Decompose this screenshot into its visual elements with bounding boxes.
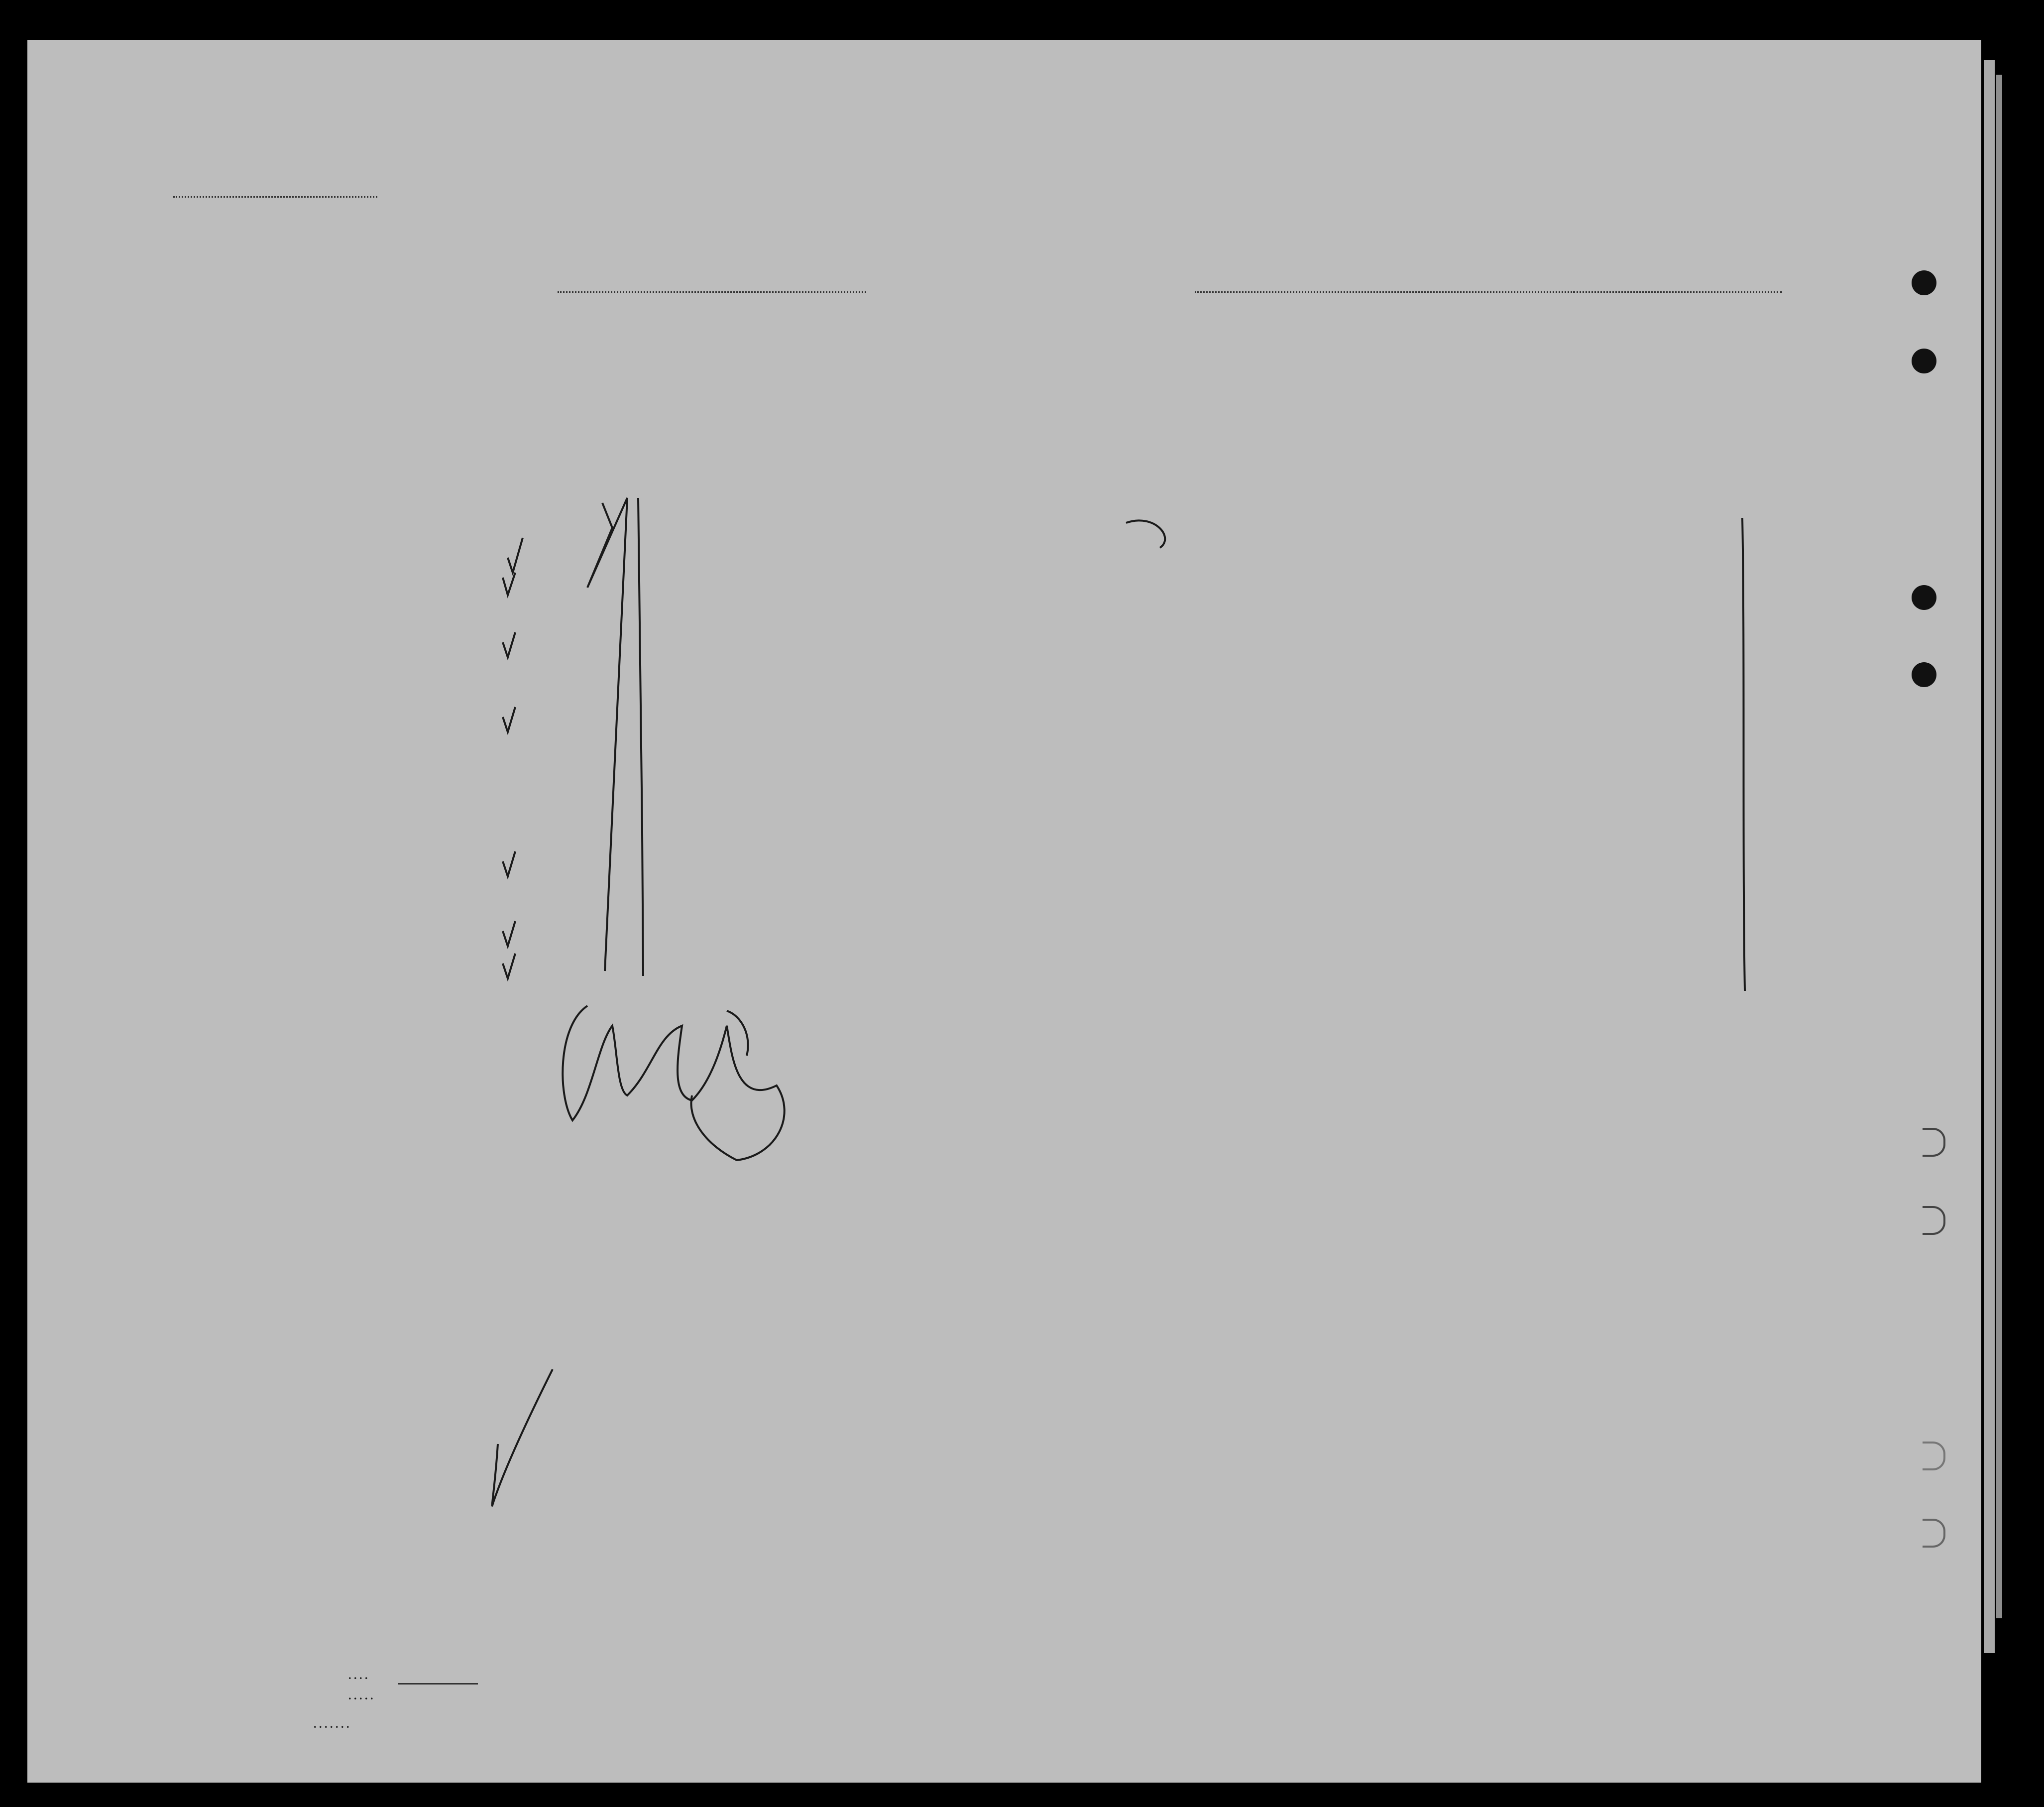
signature-stroke	[563, 1006, 784, 1160]
footer-dots: . . . .	[348, 1669, 368, 1682]
tick-mark	[503, 632, 515, 657]
tick-mark	[503, 851, 515, 876]
tick-mark	[503, 921, 515, 946]
footer-dots: . . . . .	[348, 1689, 373, 1702]
signature	[563, 1006, 784, 1160]
tick-mark	[503, 573, 515, 595]
check-mark	[492, 1369, 553, 1506]
tick-mark	[503, 954, 515, 978]
residence-ditto-stroke	[1742, 518, 1745, 991]
footer-dots: . . . . . . .	[314, 1718, 349, 1730]
birth-mark	[1126, 520, 1165, 548]
tick-mark	[508, 538, 523, 573]
sex-column-stroke	[587, 498, 627, 971]
tick-mark	[503, 707, 515, 732]
footer-sum-line	[398, 1683, 478, 1685]
ditto-stroke	[638, 498, 643, 976]
checkmarks	[492, 498, 1745, 1506]
